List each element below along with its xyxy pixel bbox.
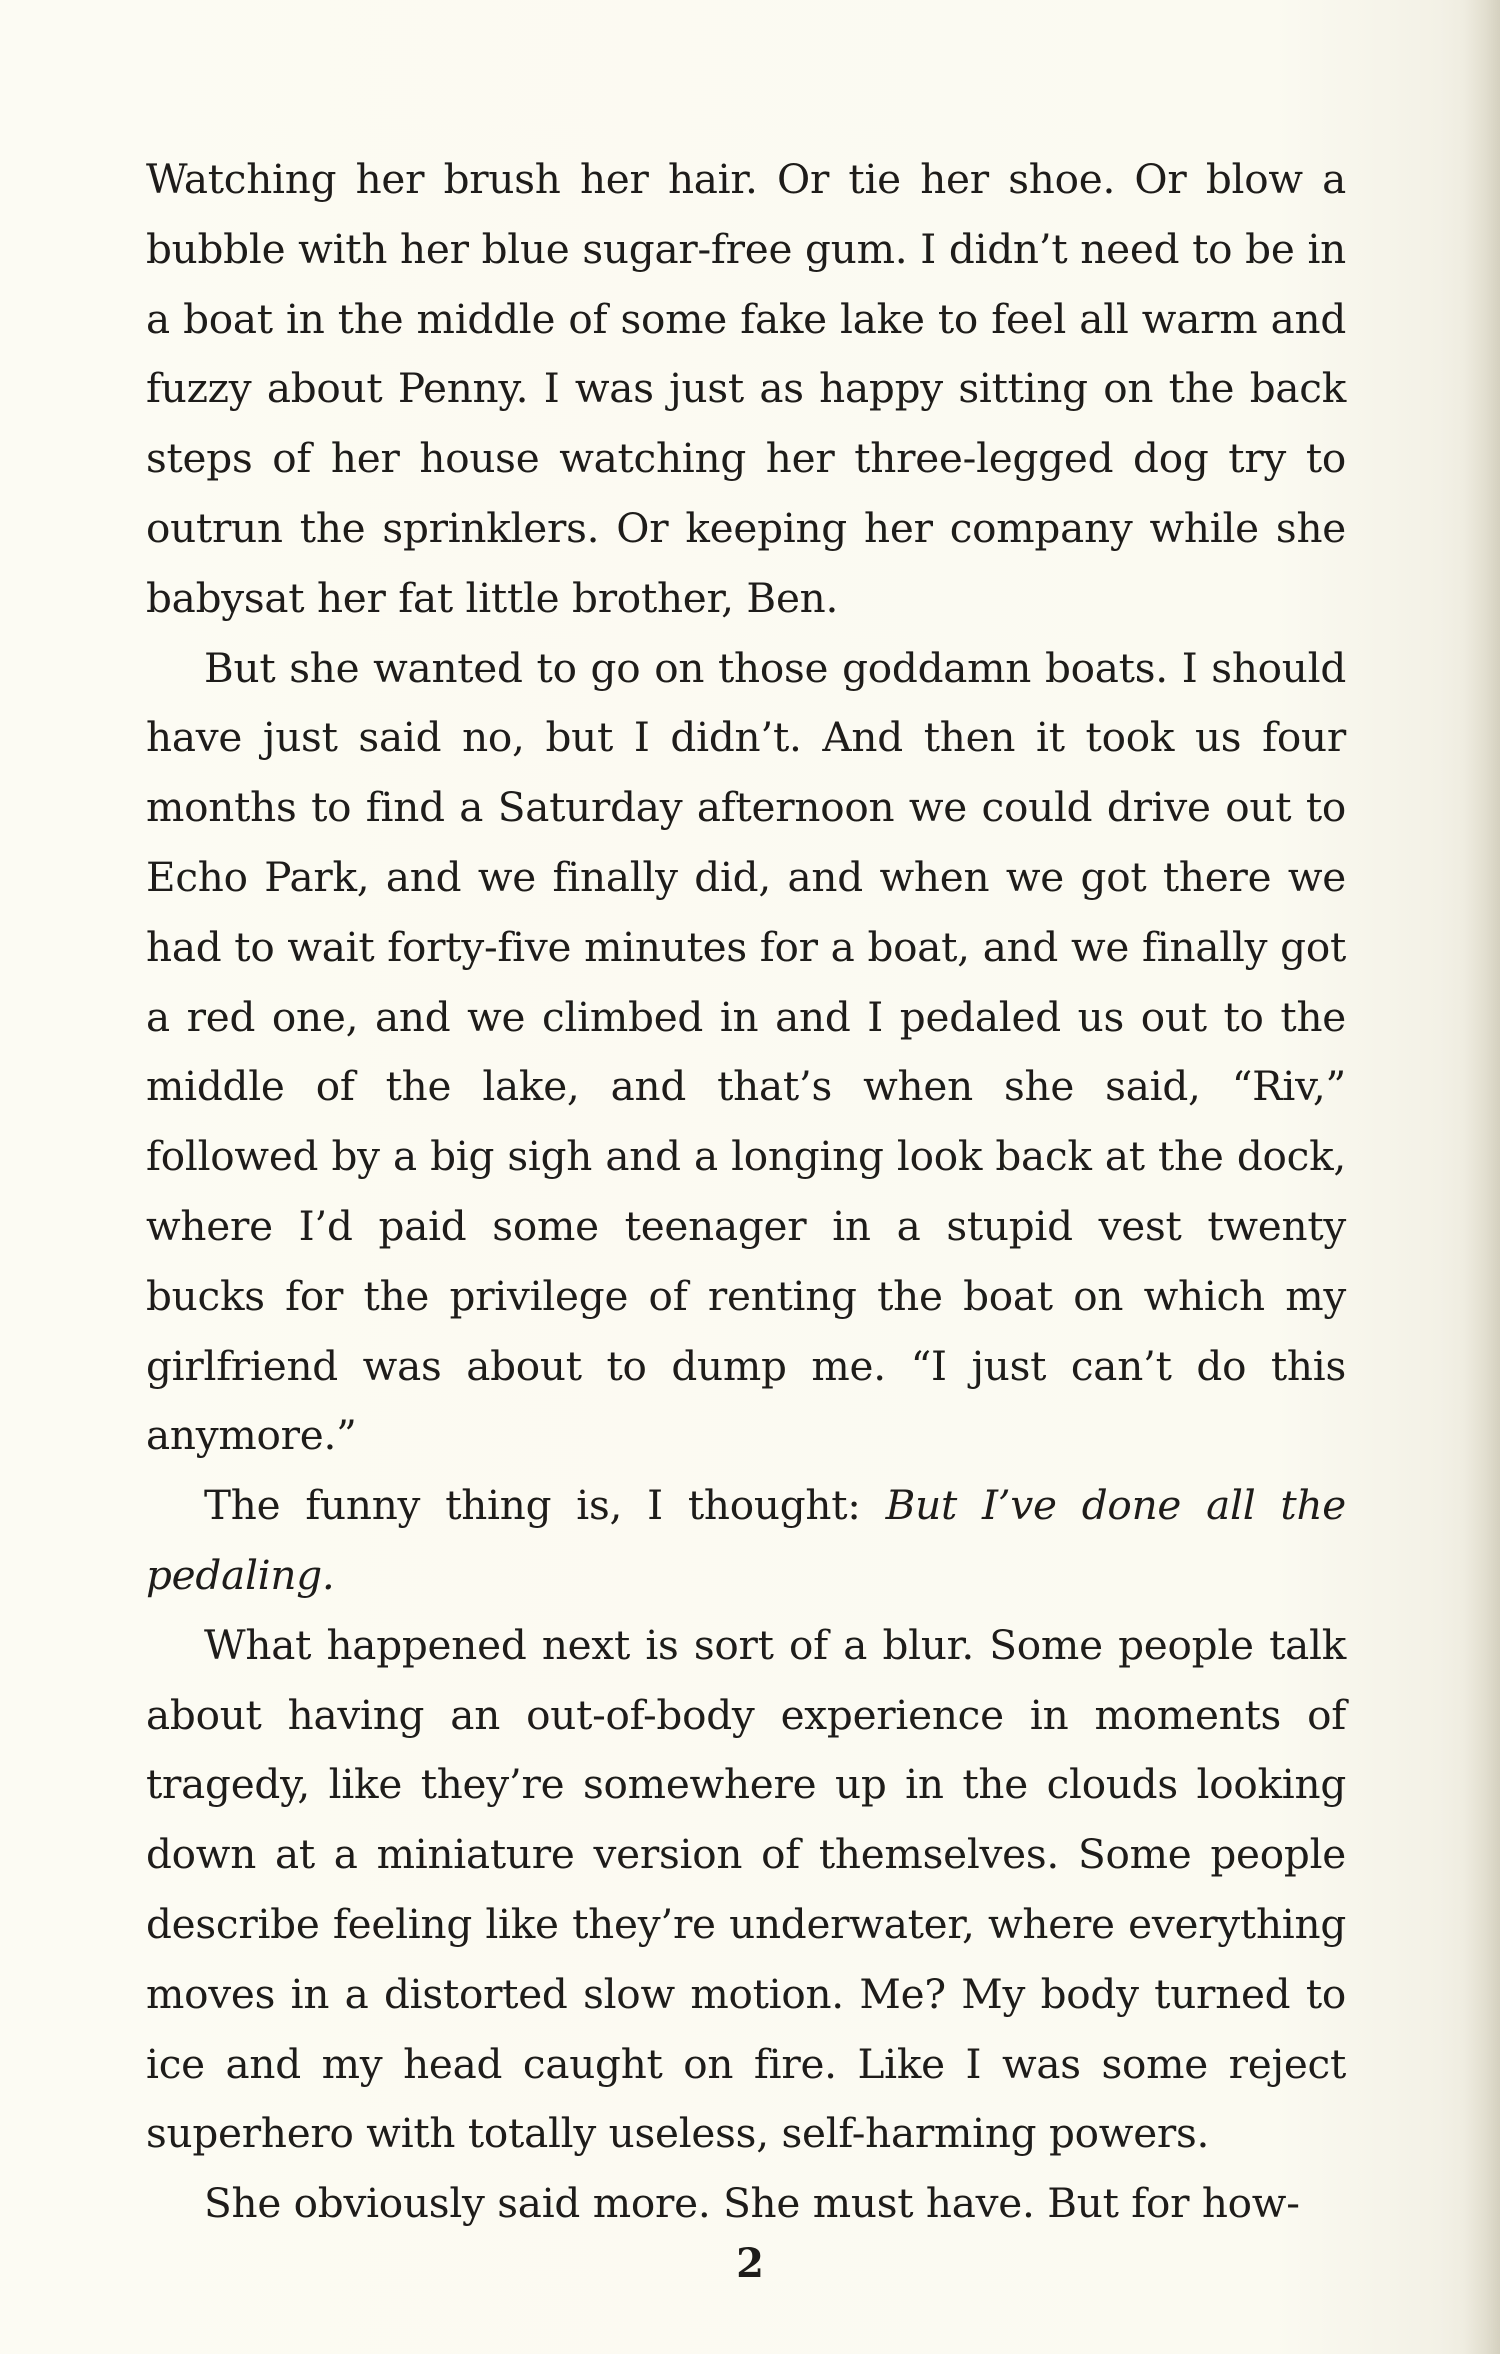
paragraph-1: Watching her brush her hair. Or tie her shoe. Or blow a bubble with her blue sugar-free gum. I didn’t need to be in a boat in the middle of some fake lake to feel all warm and fuzzy about Penny. I was just as happy sitting on the back steps of her house watching her three-legged dog try to outrun the sprinklers. Or keeping her company while she babysat her fat little brother, Ben.: [146, 155, 1346, 622]
paragraph-5: She obviously said more. She must have. But for how-: [204, 2179, 1300, 2228]
paragraph-4: What happened next is sort of a blur. Some people talk about having an out-of-body experience in moments of tragedy, like they’re somewhere up in the clouds looking down at a miniature version of themselves. Some people describe feeling like they’re underwater, where everything moves in a distorted slow motion. Me? My body turned to ice and my head caught on fire. Like I was some reject superhero with totally useless, self-harming powers.: [146, 1620, 1346, 2158]
paragraph-3-italic: But I’ve done all the pedaling.: [146, 1481, 1346, 1599]
page-number: 2: [736, 2240, 764, 2287]
body-text: [146, 145, 1346, 2239]
page-edge-shadow: [1464, 0, 1500, 2354]
paragraph-2: But she wanted to go on those goddamn boats. I should have just said no, but I didn’t. And then it took us four months to find a Saturday afternoon we could drive out to Echo Park, and we finally did, and when we got there we had to wait forty-five minutes for a boat, and we finally got a red one, and we climbed in and I pedaled us out to the middle of the lake, and that’s when she said, “Riv,” followed by a big sigh and a longing look back at the dock, where I’d paid some teenager in a stupid vest twenty bucks for the privilege of renting the boat on which my girlfriend was about to dump me. “I just can’t do this anymore.”: [146, 643, 1346, 1460]
paragraph-3: [146, 1471, 1346, 1611]
paragraph-3-lead: The funny thing is, I thought:: [204, 1481, 886, 1530]
